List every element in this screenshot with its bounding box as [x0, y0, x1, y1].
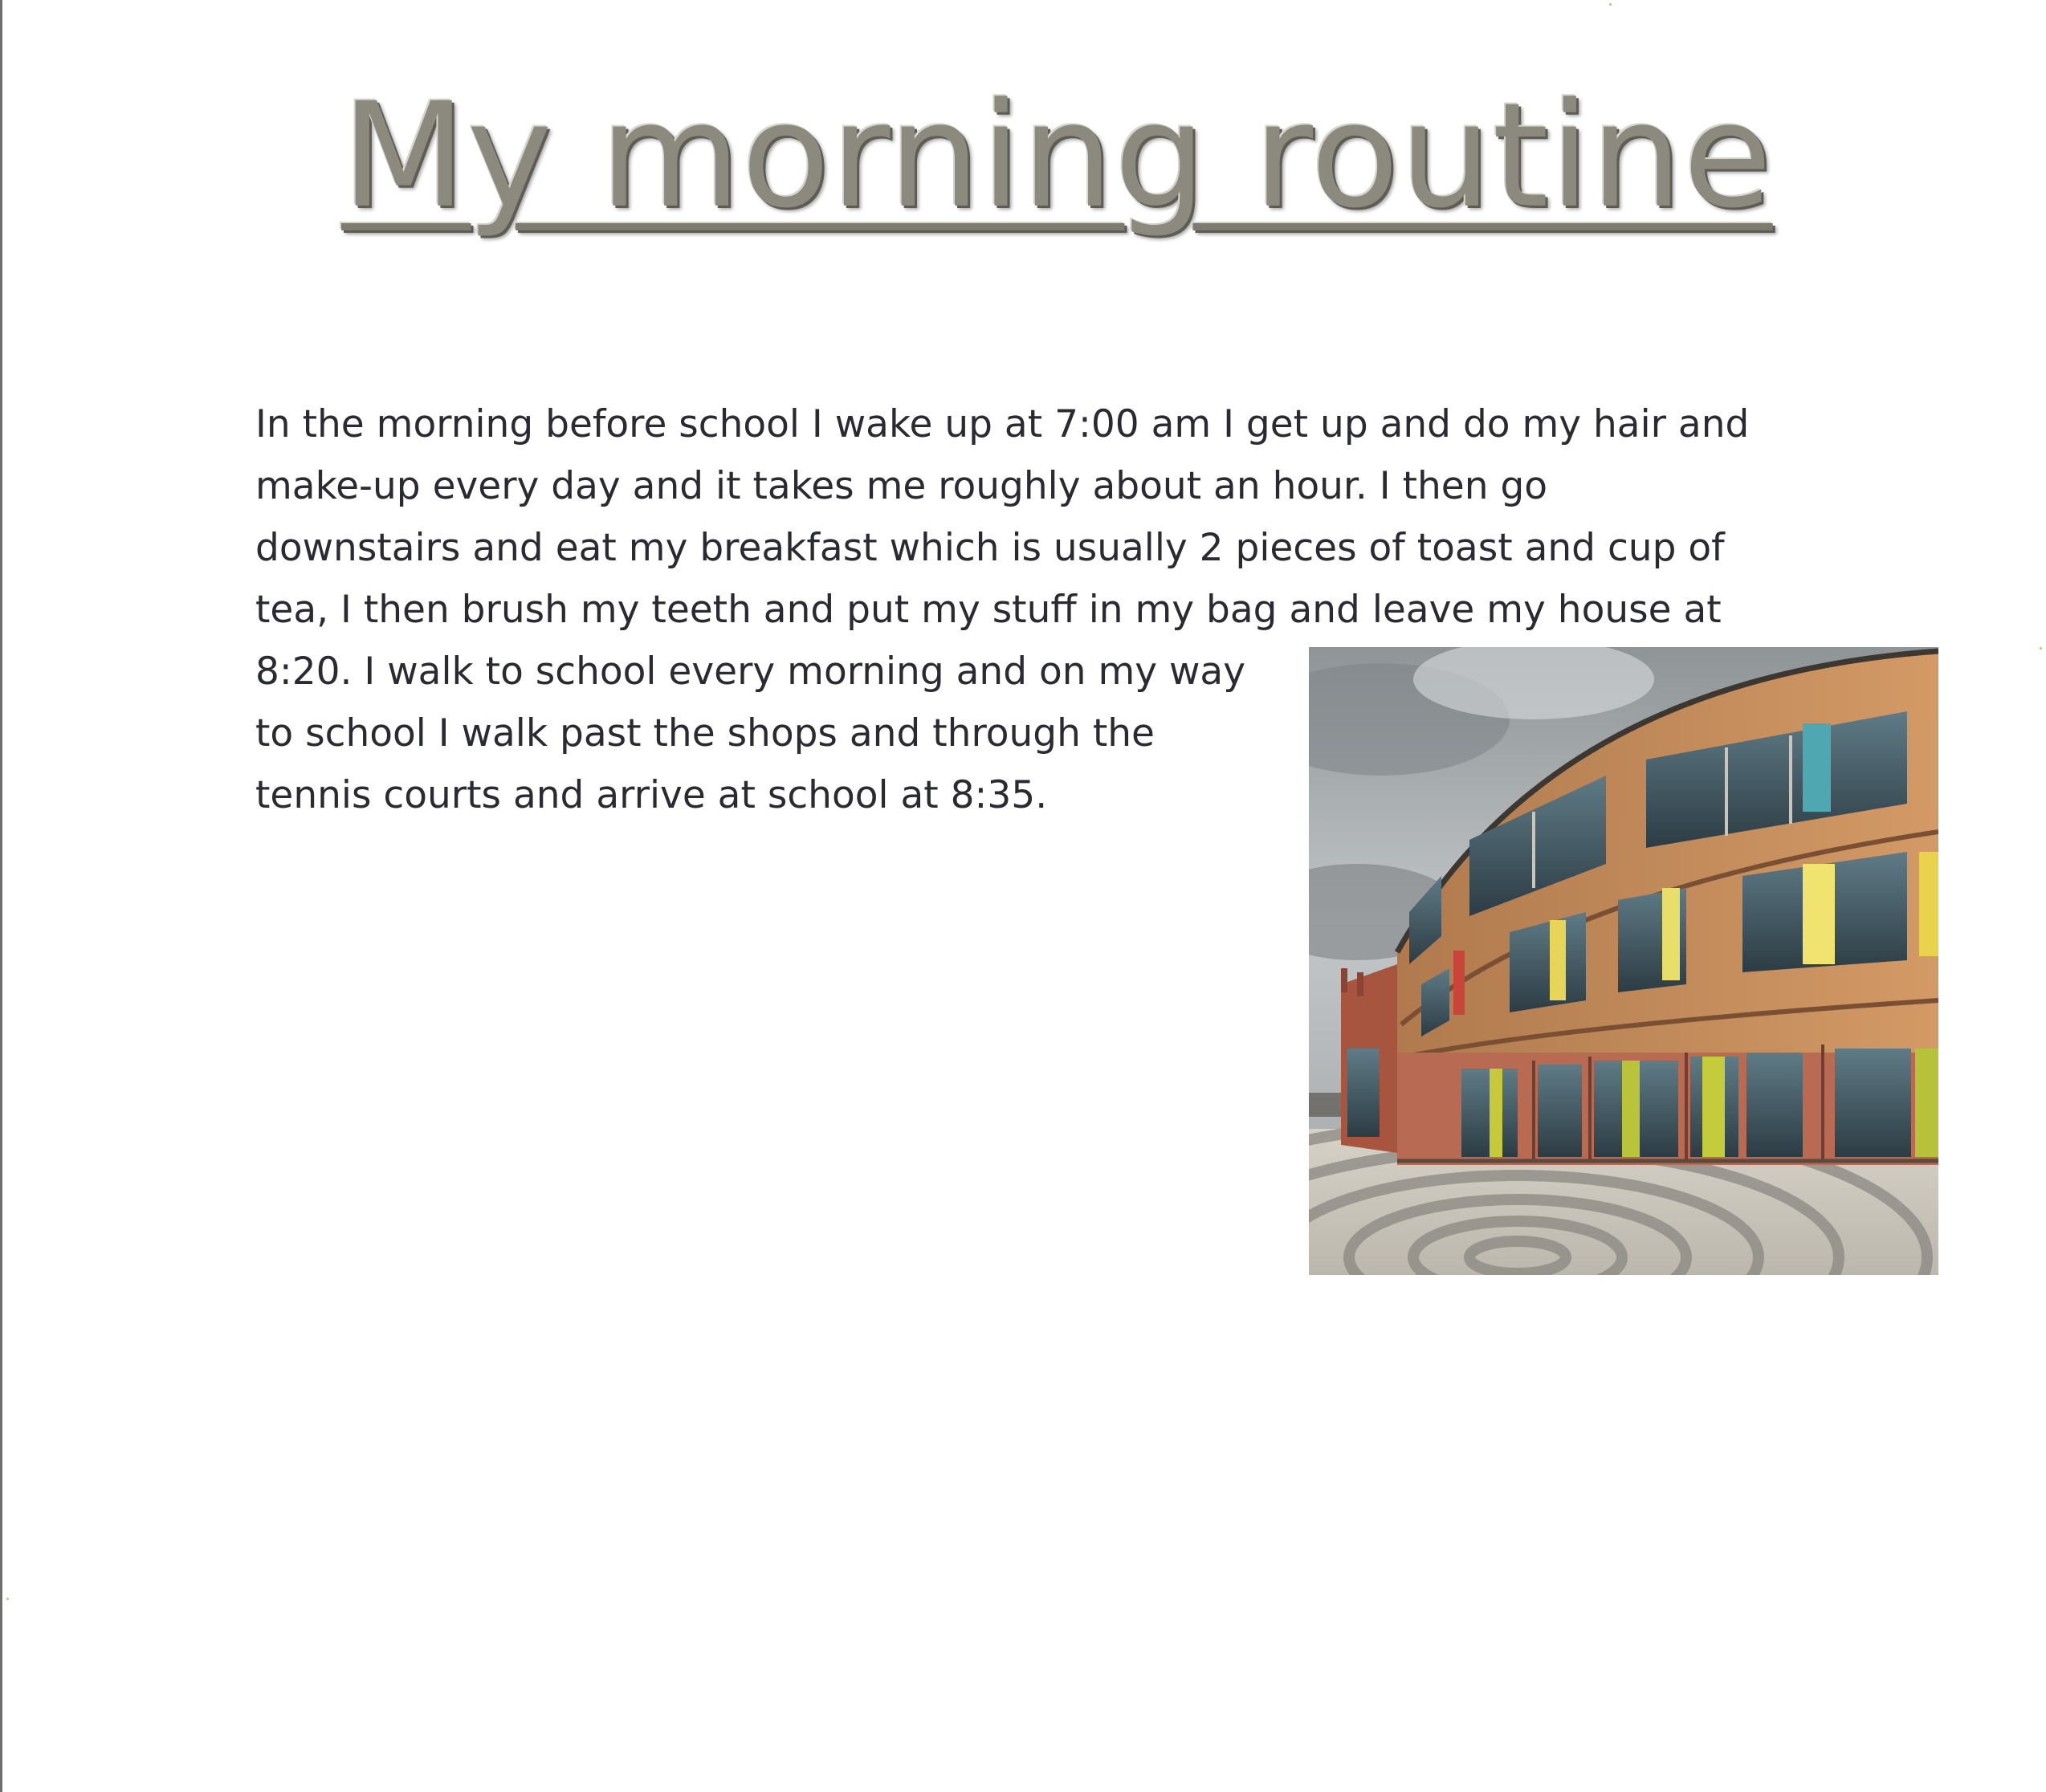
paragraph-line: tennis courts and arrive at school at 8:35. [255, 773, 1048, 817]
title-container [341, 72, 1773, 240]
scan-speck [2040, 647, 2042, 650]
paragraph-line: to school I walk past the shops and through the [255, 711, 1155, 755]
paragraph-line: 8:20. I walk to school every morning and on my way [255, 650, 1246, 694]
page-title: My morning routine [341, 72, 1773, 240]
paragraph-line: In the morning before school I wake up at 7:00 am I get up and do my hair and [255, 402, 1750, 446]
scan-speck [1609, 3, 1612, 6]
paragraph-line: make-up every day and it takes me roughly about an hour. I then go [255, 464, 1548, 508]
school-building-photo [1309, 647, 1938, 1275]
page-edge [0, 0, 2, 1792]
paragraph-line: tea, I then brush my teeth and put my stuff in my bag and leave my house at [255, 588, 1722, 632]
scan-speck [6, 1598, 9, 1600]
paragraph-line: downstairs and eat my breakfast which is usually 2 pieces of toast and cup of [255, 526, 1725, 570]
